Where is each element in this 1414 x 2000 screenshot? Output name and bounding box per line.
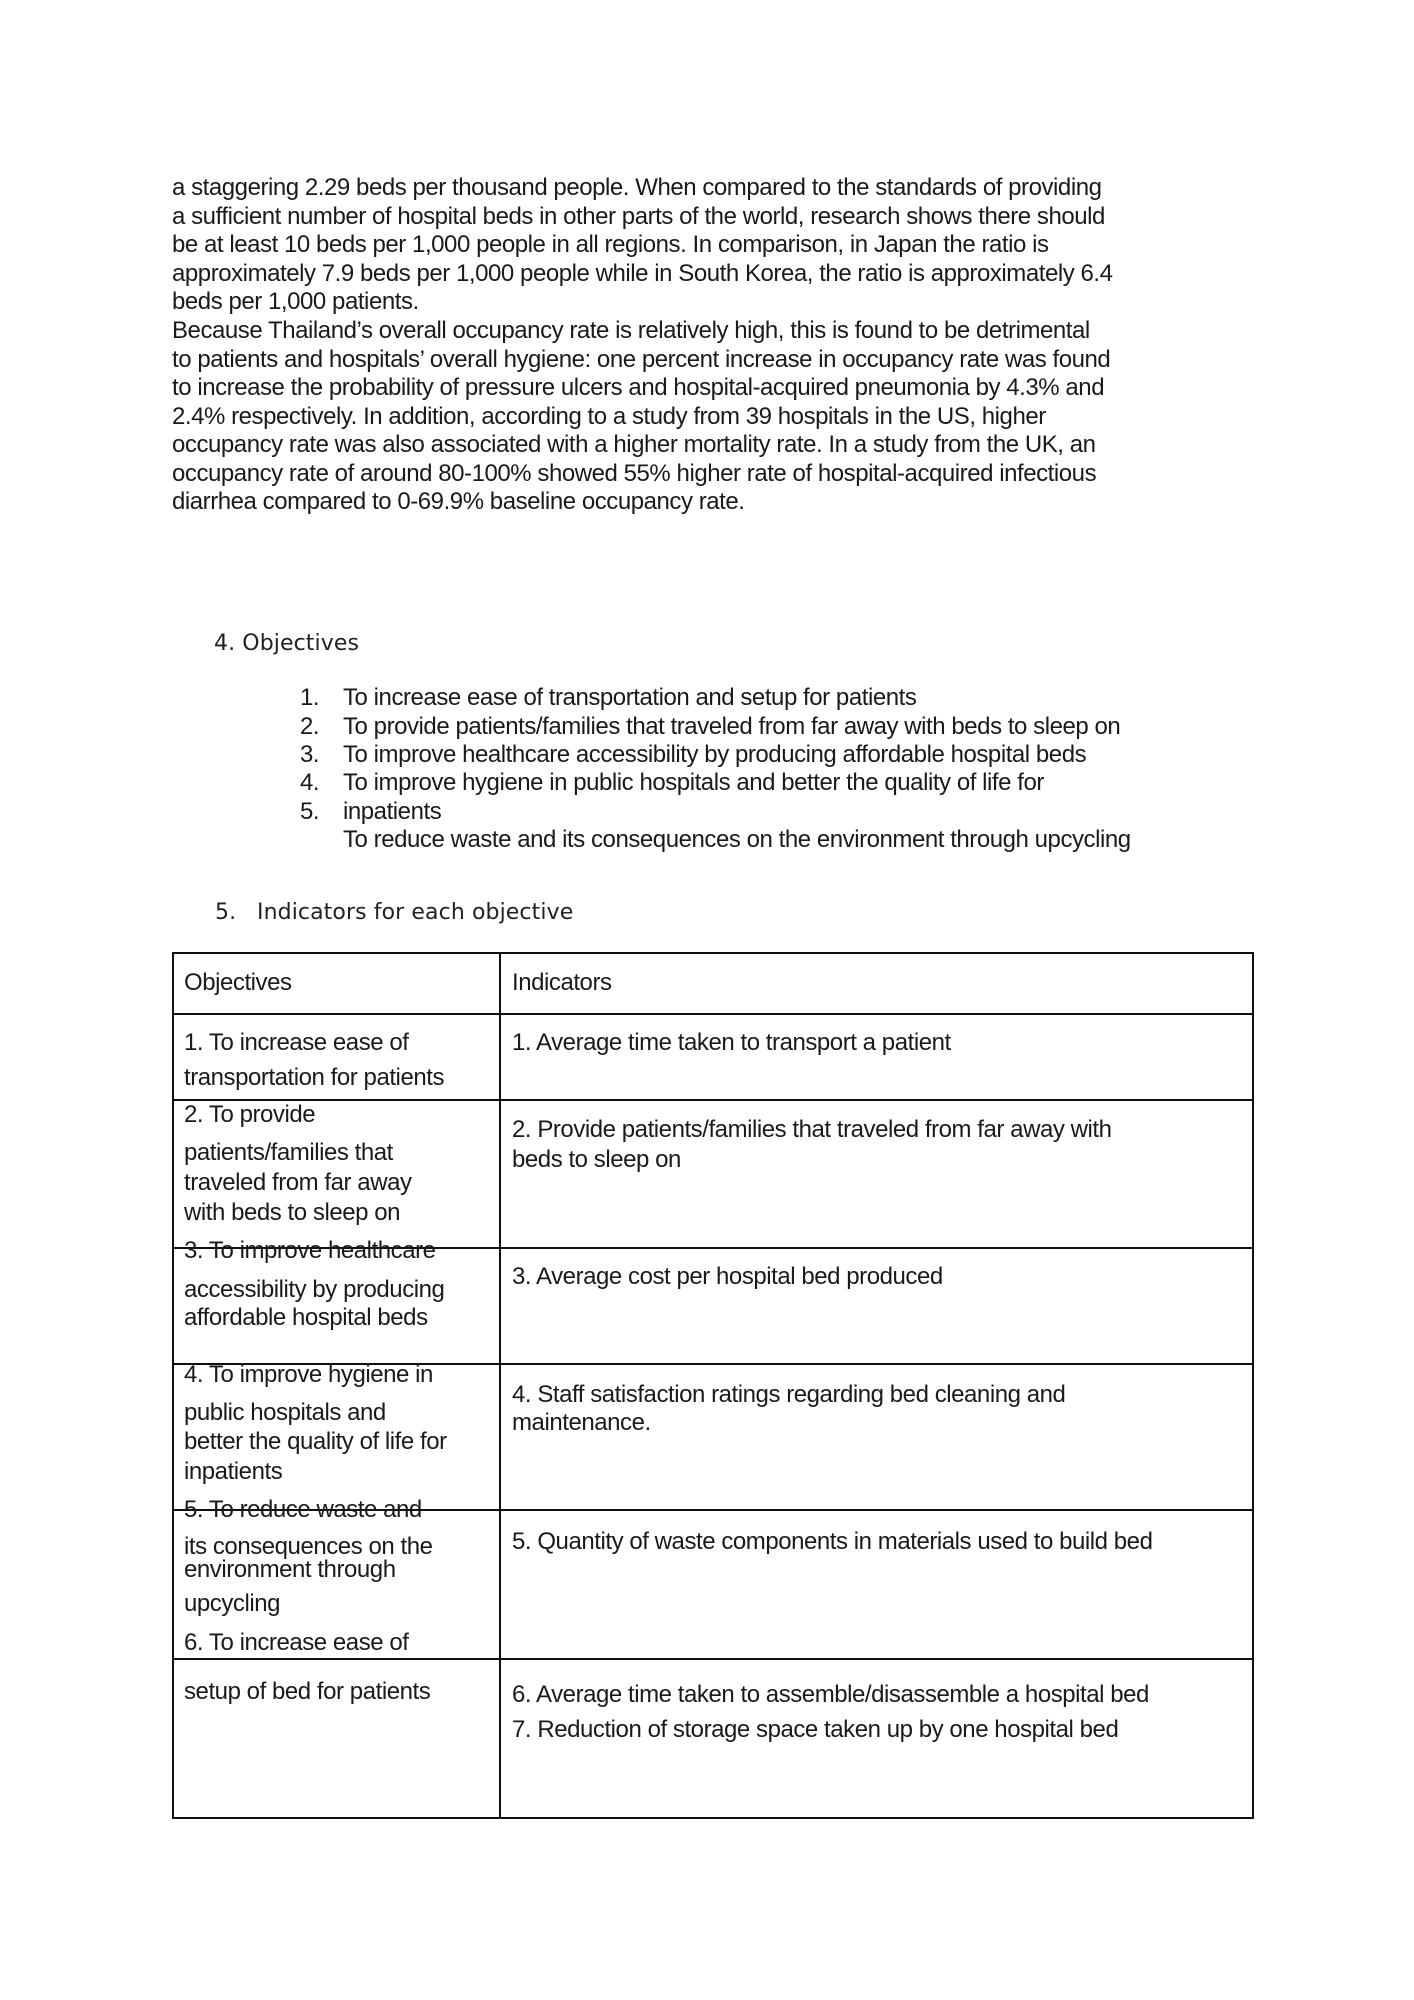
list-item: To provide patients/families that traveled from far away with beds to sleep on — [343, 713, 1121, 740]
objective-cell-line: transportation for patients — [184, 1064, 445, 1091]
indicators-table — [172, 952, 1254, 1817]
list-item: To improve healthcare accessibility by producing affordable hospital beds — [343, 741, 1087, 768]
paragraph-line: beds per 1,000 patients. — [172, 288, 419, 315]
objective-cell-line: setup of bed for patients — [184, 1678, 431, 1705]
paragraph-line: occupancy rate of around 80-100% showed 55% higher rate of hospital-acquired infectious — [172, 460, 1097, 487]
indicator-cell-line: 4. Staff satisfaction ratings regarding bed cleaning and — [512, 1381, 1066, 1408]
section-heading-indicators: Indicators for each objective — [257, 900, 574, 925]
objective-cell-line: with beds to sleep on — [184, 1199, 401, 1226]
indicator-cell-line: 2. Provide patients/families that traveled from far away with — [512, 1116, 1112, 1143]
objective-cell-line: 1. To increase ease of — [184, 1029, 409, 1056]
indicator-cell-line: 5. Quantity of waste components in materials used to build bed — [512, 1528, 1153, 1555]
objective-cell-line: 3. To improve healthcare — [184, 1237, 436, 1264]
indicator-cell-line: 6. Average time taken to assemble/disassemble a hospital bed — [512, 1681, 1149, 1708]
table-header-objectives: Objectives — [184, 969, 292, 996]
objective-cell-line: upcycling — [184, 1590, 281, 1617]
section-number-indicators: 5. — [215, 900, 237, 925]
paragraph-line: a sufficient number of hospital beds in other parts of the world, research shows there should — [172, 203, 1105, 230]
objective-cell-line: its consequences on the — [184, 1533, 433, 1560]
indicator-cell-line: 1. Average time taken to transport a patient — [512, 1029, 951, 1056]
list-item: inpatients — [343, 798, 442, 825]
table-border-top — [172, 952, 1254, 954]
indicator-cell-line: beds to sleep on — [512, 1146, 681, 1173]
list-number: 3. — [300, 741, 320, 768]
objective-cell-line: 4. To improve hygiene in — [184, 1361, 433, 1388]
table-row-divider — [172, 1099, 1254, 1101]
paragraph-line: to patients and hospitals’ overall hygiene: one percent increase in occupancy rate was found — [172, 346, 1111, 373]
table-row-divider — [172, 1658, 1254, 1660]
indicator-cell-line: maintenance. — [512, 1409, 651, 1436]
list-item: To increase ease of transportation and setup for patients — [343, 684, 917, 711]
list-number: 1. — [300, 684, 320, 711]
list-number: 4. — [300, 769, 320, 796]
table-header-indicators: Indicators — [512, 969, 612, 996]
list-item: To reduce waste and its consequences on the environment through upcycling — [343, 826, 1131, 853]
objective-cell-line: accessibility by producing — [184, 1276, 445, 1303]
objective-cell-line: affordable hospital beds — [184, 1304, 428, 1331]
objective-cell-line: environment through — [184, 1556, 396, 1583]
paragraph-line: diarrhea compared to 0-69.9% baseline occupancy rate. — [172, 488, 745, 515]
table-border-bottom — [172, 1817, 1254, 1819]
table-row-divider — [172, 1013, 1254, 1015]
table-border-left — [172, 952, 174, 1819]
objective-cell-line: 5. To reduce waste and — [184, 1496, 422, 1523]
paragraph-line: Because Thailand’s overall occupancy rate is relatively high, this is found to be detrimental — [172, 317, 1090, 344]
objective-cell-line: traveled from far away — [184, 1169, 412, 1196]
objective-cell-line: inpatients — [184, 1458, 283, 1485]
table-border-right — [1252, 952, 1254, 1819]
paragraph-line: 2.4% respectively. In addition, according to a study from 39 hospitals in the US, higher — [172, 403, 1046, 430]
paragraph-line: be at least 10 beds per 1,000 people in all regions. In comparison, in Japan the ratio is — [172, 231, 1049, 258]
paragraph-line: to increase the probability of pressure ulcers and hospital-acquired pneumonia by 4.3% and — [172, 374, 1105, 401]
list-number: 2. — [300, 713, 320, 740]
indicator-cell-line: 7. Reduction of storage space taken up by one hospital bed — [512, 1716, 1119, 1743]
objective-cell-line: public hospitals and — [184, 1399, 386, 1426]
objective-cell-line: patients/families that — [184, 1139, 393, 1166]
list-number: 5. — [300, 798, 320, 825]
table-column-divider — [499, 952, 501, 1819]
paragraph-line: approximately 7.9 beds per 1,000 people while in South Korea, the ratio is approximately 6.4 — [172, 260, 1113, 287]
objective-cell-line: 6. To increase ease of — [184, 1629, 409, 1656]
objective-cell-line: 2. To provide — [184, 1101, 316, 1128]
indicator-cell-line: 3. Average cost per hospital bed produced — [512, 1263, 943, 1290]
section-heading-objectives: 4. Objectives — [214, 631, 360, 656]
paragraph-line: a staggering 2.29 beds per thousand people. When compared to the standards of providing — [172, 174, 1102, 201]
list-item: To improve hygiene in public hospitals and better the quality of life for — [343, 769, 1044, 796]
paragraph-line: occupancy rate was also associated with a higher mortality rate. In a study from the UK, an — [172, 431, 1096, 458]
objective-cell-line: better the quality of life for — [184, 1428, 447, 1455]
